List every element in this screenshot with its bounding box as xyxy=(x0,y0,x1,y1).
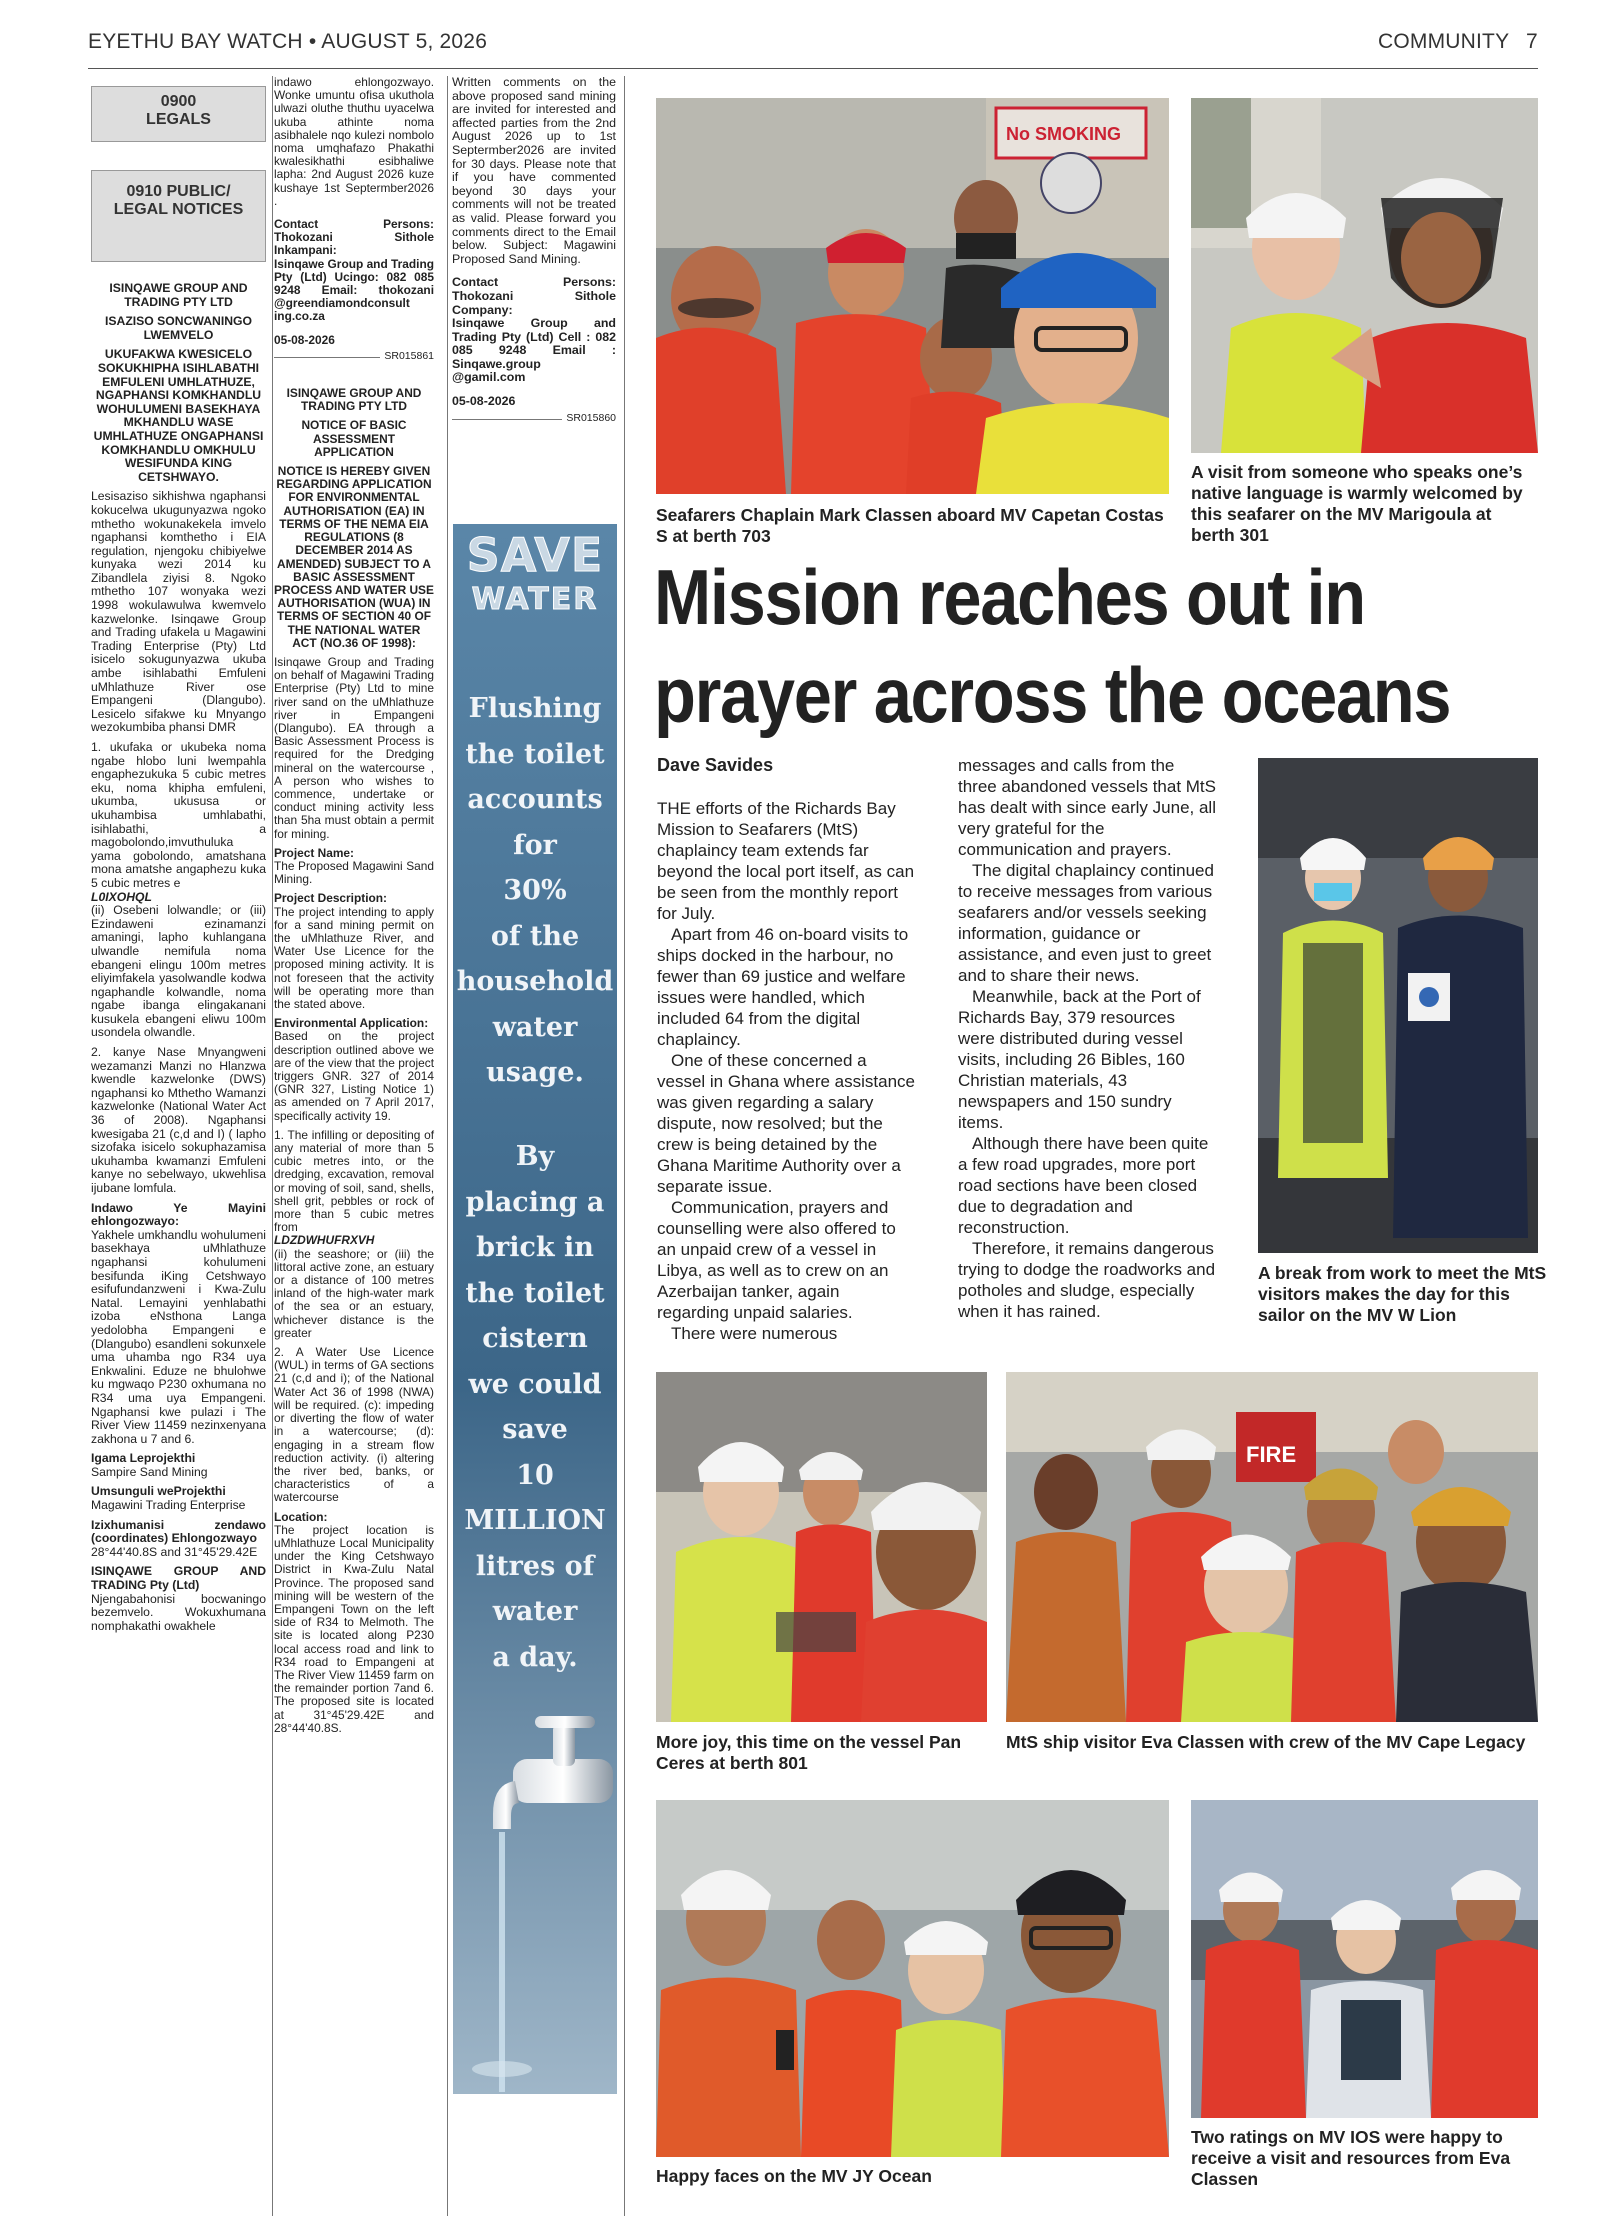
article-body-column-1 xyxy=(657,798,915,1344)
ad-line: water xyxy=(492,1011,578,1043)
column-rule-1 xyxy=(272,76,273,2216)
notice-date: 05-08-2026 xyxy=(274,332,335,347)
photo-chaplain-mark-classen xyxy=(656,98,1169,494)
ad-line: usage. xyxy=(486,1057,584,1088)
save-water-ad xyxy=(453,524,617,2094)
notice-date: 05-08-2026 xyxy=(452,394,516,409)
ad-line: of the xyxy=(490,920,580,952)
notice-paragraph: Lesisaziso sikhishwa ngaphansi kokucelwa ukugunyazwa ngoko mthetho wokunakekela imvelo ngaphansi komthetho i EIA regulation, njengoku chibiyelwe kunyaka wezi 2014 ku Zibandlela ziyisi 8. Ngoko mthetho 107 wonyaka wezi 1998 wokulawulwa kwemvelo kazwelonke. Isinqawe Group and Trading ufakela u Magawini Trading Enterprise (Pty) Ltd isicelo sokugunyazwa ukuba ambe isihlabathi Emfuleni uMhlathuze River ose Empangeni (Dlangubo). Lesicelo sifakwe ku Mnyango wezokumbiba phansi DMR xyxy=(91,489,266,735)
article-byline: Dave Savides xyxy=(657,755,774,775)
ad-line: litres of xyxy=(475,1550,595,1582)
photo-pan-ceres xyxy=(656,1372,987,1722)
notice-paragraph: indawo ehlongozwayo. Wonke umuntu ofisa ukuthola ulwazi oluthe thuthu uyacelwa ukuba athinte noma asibhalele nqo kulezi nombolo noma umqhafazo Phakathi kwalesikhathi esibhaliwe lapha: 2nd August 2026 kuze kushaye 1st Septermber2026 . xyxy=(274,75,434,208)
caption-photo-7: Two ratings on MV IOS were happy to receive a visit and resources from Eva Classen xyxy=(1191,2127,1511,2189)
notice-paragraph: The project intending to apply for a sand mining permit on the uMhlathuze River, and Water Use Licence for the proposed mining activity. It is not foreseen that the activity will be operating more than the stated above. xyxy=(274,904,434,1011)
article-paragraph: One of these concerned a vessel in Ghana where assistance was given regarding a salary dispute, now resolved; but the crew is being detained by the Ghana Maritime Authority over a separate issue. xyxy=(657,1051,915,1196)
article-paragraph: The digital chaplaincy continued to receive messages from various seafarers and/or vessels seeking information, guidance or assistance, and even just to greet and to share their news. xyxy=(958,861,1214,985)
ad-line: By xyxy=(515,1141,555,1172)
ad-line: Flushing xyxy=(468,693,602,724)
header-page-number: 7 xyxy=(1526,30,1538,53)
caption-photo-4: More joy, this time on the vessel Pan Ceres at berth 801 xyxy=(656,1732,962,1773)
column-rule-2 xyxy=(447,76,448,2216)
article-paragraph: There were numerous xyxy=(671,1324,838,1343)
caption-photo-1: Seafarers Chaplain Mark Classen aboard MV Capetan Costas S at berth 703 xyxy=(656,505,1164,546)
fire-sign: FIRE xyxy=(1246,1442,1297,1467)
contact-details: Isinqawe Group and Trading Pty (Ltd) Ucingo: 082 085 9248 Email: thokozani @greendiamondconsult ing.co.za xyxy=(274,256,434,324)
notice-paragraph: Sampire Sand Mining xyxy=(91,1464,208,1479)
caption-photo-3: A break from work to meet the MtS visitors makes the day for this sailor on the MV W Lion xyxy=(1258,1263,1547,1325)
notice-reference xyxy=(274,349,434,371)
ad-line: cistern xyxy=(482,1323,588,1354)
notice-paragraph: 1. The infilling or depositing of any material of more than 5 cubic metres into, or the dredging, excavation, removal or moving of soil, sand, shells, shell grit, pebbles or rock of more than 5 cubic metres from xyxy=(274,1127,434,1235)
notice-paragraph: Yakhele umkhandlu wohulumeni basekhaya uMhlathuze ngaphansi kohulumeni besifunda iKing Cetshwayo esifufundanzweni i Kwa-Zulu Natal. Lemayini yenhlabathi izoba eNsthona Langa yedolobha Empangeni e (Dlangubo) esandleni sokunxele uma uhamba ngo R34 uya Enkwalini. Eduze ne bhulohwe ku mgwaqo P230 oxhumana no R34 uma uya Empangeni. Ngaphansi kwe pulazi i The River View 11459 nezinxenyana zakhona u 7 and 6. xyxy=(91,1227,266,1446)
ad-message-2 xyxy=(453,1134,617,1680)
notice-code: LDZDWHUFRXVH xyxy=(274,1233,375,1248)
ad-line: MILLION xyxy=(464,1505,606,1536)
notice-subheading: ISAZISO SONCWANINGO LWEMVELO xyxy=(105,314,252,342)
contact-label: Contact Persons: Thokozani Sithole Company: xyxy=(452,275,616,317)
notice-subheading: NOTICE IS HEREBY GIVEN REGARDING APPLICATION FOR ENVIRONMENTAL AUTHORISATION (EA) IN TERMS OF THE NEMA EIA REGULATIONS (8 DECEMBER 2014 AS AMENDED) SUBJECT TO A BASIC ASSESSMENT PROCESS AND WATER USE AUTHORISATION (WUA) IN TERMS OF SECTION 40 OF THE NATIONAL WATER ACT (NO.36 OF 1998): xyxy=(274,464,434,650)
header-section: COMMUNITY xyxy=(1378,30,1510,53)
notice-paragraph: Magawini Trading Enterprise xyxy=(91,1498,246,1513)
notice-subheading: UKUFAKWA KWESICELO SOKUKHIPHA ISIHLABATHI EMFULENI UMHLATHUZE, NGAPHANSI KOMKHANDLU WOHULUMENI BASEKHAYA MKHANDLU WASE UMHLATHUZE ONGAPHANSI KOMKHANDLU OMKHULU WESIFUNDA KING CETSHWAYO. xyxy=(93,347,264,484)
ad-line: household xyxy=(456,966,614,997)
ad-line: 10 xyxy=(516,1459,554,1491)
legals-box-label: 0900 LEGALS xyxy=(146,93,211,128)
legal-notice-zulu xyxy=(91,282,266,1639)
notice-reference xyxy=(452,411,616,434)
ad-line: for xyxy=(513,829,557,861)
photo-mv-ios xyxy=(1191,1800,1538,2118)
notice-label: Project Name: xyxy=(274,845,354,860)
column-rule-3 xyxy=(624,76,625,2216)
ad-line: brick in xyxy=(476,1232,594,1263)
notice-heading: ISINQAWE GROUP AND TRADING PTY LTD xyxy=(109,281,248,309)
notice-label: Indawo Ye Mayini ehlongozwayo: xyxy=(91,1200,266,1229)
article-paragraph: Although there have been quite a few road upgrades, more port road sections have been closed due to degradation and reconstruction. xyxy=(958,1134,1209,1237)
notice-paragraph: 1. ukufaka or ukubeka noma ngabe hlobo luni lwempahla engaphezukuka 5 cubic metres eku, noma khipha emfuleni, ukumba, ukususa or ukuhambisa umhlabathi, isihlabathi, a magobolondo,imvuthuluka yama gobolondo, amatshana mona amatshe angaphezu kuka 5 cubic metres e xyxy=(91,740,266,890)
legals-box xyxy=(91,86,266,142)
no-smoking-sign: No SMOKING xyxy=(1006,124,1121,144)
ad-line: the toilet xyxy=(465,738,605,770)
contact-details: Isinqawe Group and Trading Pty (Ltd) Cell : 082 085 9248 Email : Sinqawe.group @gamil.com xyxy=(452,316,616,385)
article-headline: Mission reaches out in prayer across the oceans xyxy=(654,553,1451,739)
notice-paragraph: Based on the project description outlined above we are of the view that the project triggers GNR. 327 of 2014 (GNR 327, Listing Notice 1) as amended on 7 April 2017, specifically activity 19. xyxy=(274,1029,434,1123)
photo-mv-marigoula xyxy=(1191,98,1538,453)
photo-mv-w-lion xyxy=(1258,758,1538,1253)
notice-reference-number: SR015860 xyxy=(562,412,616,424)
caption-photo-2: A visit from someone who speaks one’s native language is warmly welcomed by this seafarer on the MV Marigoula at berth 301 xyxy=(1191,462,1523,545)
ad-title-water: WATER xyxy=(471,582,599,617)
caption-photo-5: MtS ship visitor Eva Classen with crew of the MV Cape Legacy xyxy=(1006,1732,1526,1752)
article-paragraph: Communication, prayers and counselling were also offered to an unpaid crew of a vessel in Libya, as well as to crew on an Azerbaijan tanker, again regarding unpaid salaries. xyxy=(657,1198,896,1322)
article-paragraph: Meanwhile, back at the Port of Richards Bay, 379 resources were distributed during vessel visits, including 26 Bibles, 160 Christian materials, 43 newspapers and 150 sundry items. xyxy=(958,987,1201,1132)
notice-paragraph: 2. A Water Use Licence (WUL) in terms of GA sections 21 (c,d and i); of the National Water Act 36 of 1998 (NWA) will be required. (c): impeding or diverting the flow of water in a watercourse; (d): engaging in a stream flow reduction activity. (i) altering the river bed, banks, or characteristics of a watercourse xyxy=(274,1345,434,1505)
notice-heading: ISINQAWE GROUP AND TRADING PTY LTD xyxy=(286,386,422,414)
notice-label: Umsunguli weProjekthi xyxy=(91,1484,226,1499)
notice-paragraph: 2. kanye Nase Mnyangweni wezamanzi Manzi no Hlanzwa kwendle kazwelonke (DWS) ngaphansi ko Mthetho Wamanzi kazwelonke (National Water Act 36 of 2008). Ngaphansi kwesigaba 21 (c,d and I) ( lapho sizofaka isicelo sokuphazamisa ukuhamba kwamanzi Emfuleni kanye no sebelwayo, ukwehlisa ijubane lomfula. xyxy=(91,1045,266,1195)
article-paragraph: Therefore, it remains dangerous trying to dodge the roadworks and potholes and sludge, especially when it has rained. xyxy=(958,1239,1216,1321)
ad-line: water xyxy=(492,1596,578,1627)
notice-subheading: NOTICE OF BASIC ASSESSMENT APPLICATION xyxy=(301,418,407,459)
caption-photo-6: Happy faces on the MV JY Ocean xyxy=(656,2166,932,2186)
notice-paragraph: Njengabahonisi bocwaningo bezemvelo. Wokuxhumana nomphakathi owakhele xyxy=(91,1591,266,1633)
notice-label: Location: xyxy=(274,1509,328,1524)
article-paragraph: Apart from 46 on-board visits to ships docked in the harbour, no fewer than 69 justice and welfare issues were handled, which included 64 from the digital chaplaincy. xyxy=(657,925,909,1049)
photo-jy-ocean xyxy=(656,1800,1169,2157)
notice-label: Project Description: xyxy=(274,891,387,906)
ad-line: we could xyxy=(468,1368,602,1400)
article-paragraph: messages and calls from the three abandoned vessels that MtS has dealt with since early June, all very grateful for the communication and prayers. xyxy=(958,756,1216,859)
notice-code: L0IXOHQL xyxy=(91,889,152,904)
legal-notice-english xyxy=(274,76,434,1741)
notice-paragraph: The Proposed Magawini Sand Mining. xyxy=(274,858,434,887)
notice-paragraph: The project location is uMhlathuze Local Municipality under the King Cetshwayo District in Kwa-Zulu Natal Province. The proposed sand mining will be western of the Empangeni Town on the left side of R34 to Melmoth. The site is located along P230 local access road and link to R34 road to Empangeni at The River View 11459 farm on the remainder portion 7and 6. The proposed site is located at 31°45'29.42E and 28°44'40.8S. xyxy=(274,1522,434,1735)
notice-paragraph: 28°44'40.8S and 31°45'29.42E xyxy=(91,1544,258,1559)
legal-notice-comments xyxy=(452,76,616,449)
notice-paragraph: (ii) the seashore; or (iii) the littoral active zone, an estuary or a distance of 100 metres inland of the high-water mark of the sea or an estuary, whichever distance is the greater xyxy=(274,1246,434,1340)
notice-paragraph: Written comments on the above proposed sand mining are invited for interested and affected parties from the 2nd August 2026 up to 1st Septermber2026 are invited for 30 days. Please note that if you have commented beyond 30 days your comments will not be treated as valid. Please forward you comments direct to the Email below. Subject: Magawini Proposed Sand Mining. xyxy=(452,75,616,266)
article-paragraph: THE efforts of the Richards Bay Mission to Seafarers (MtS) chaplaincy team extends far beyond the local port itself, as can be seen from the monthly report for July. xyxy=(657,799,915,923)
notice-label: Igama Leprojekthi xyxy=(91,1451,196,1466)
ad-line: the toilet xyxy=(465,1277,605,1309)
ad-line: placing a xyxy=(465,1186,605,1218)
notice-paragraph: (ii) Osebeni lolwandle; or (iii) Ezindaweni ezinamanzi amaningi, lapho kuhlangana ulwandle nemifula noma ebangeni elingu 100m metres eliyimfakela yasolwandle kodwa ngaphandle kolwandle, noma ngabe ibanga elingakanani kusukela ebangeni eliwu 100m usondela olwandle. xyxy=(91,903,266,1040)
notice-label: Environmental Application: xyxy=(274,1016,429,1031)
ad-line: accounts xyxy=(467,784,603,815)
public-notices-box xyxy=(91,170,266,262)
ad-line: save xyxy=(502,1414,568,1445)
ad-line: a day. xyxy=(492,1641,578,1673)
header-publication-date: EYETHU BAY WATCH • AUGUST 5, 2026 xyxy=(88,30,488,53)
notice-reference-number: SR015861 xyxy=(380,350,434,362)
public-notices-box-label: 0910 PUBLIC/ LEGAL NOTICES xyxy=(113,183,244,218)
ad-title-save: SAVE xyxy=(466,528,604,582)
contact-label: Contact Persons: Thokozani Sithole Inkampani: xyxy=(274,217,434,258)
ad-line: 30% xyxy=(503,875,567,906)
photo-cape-legacy xyxy=(1006,1372,1538,1722)
header-rule xyxy=(88,68,1538,69)
ad-message xyxy=(453,686,617,1096)
article-body-column-2 xyxy=(958,755,1216,1322)
notice-label: ISINQAWE GROUP AND TRADING Pty (Ltd) xyxy=(91,1564,266,1593)
notice-paragraph: Isinqawe Group and Trading on behalf of Magawini Trading Enterprise (Pty) Ltd to mine river sand on the uMhlathuze river in Empangeni (Dlangubo). EA through a Basic Assessment Process is required for the Dredging mineral on the watercourse , A person who wishes to commence, undertake or conduct mining activity less than 5ha must obtain a permit for mining. xyxy=(274,654,434,841)
notice-label: Izixhumanisi zendawo (coordinates) Ehlongozwayo xyxy=(91,1517,266,1546)
